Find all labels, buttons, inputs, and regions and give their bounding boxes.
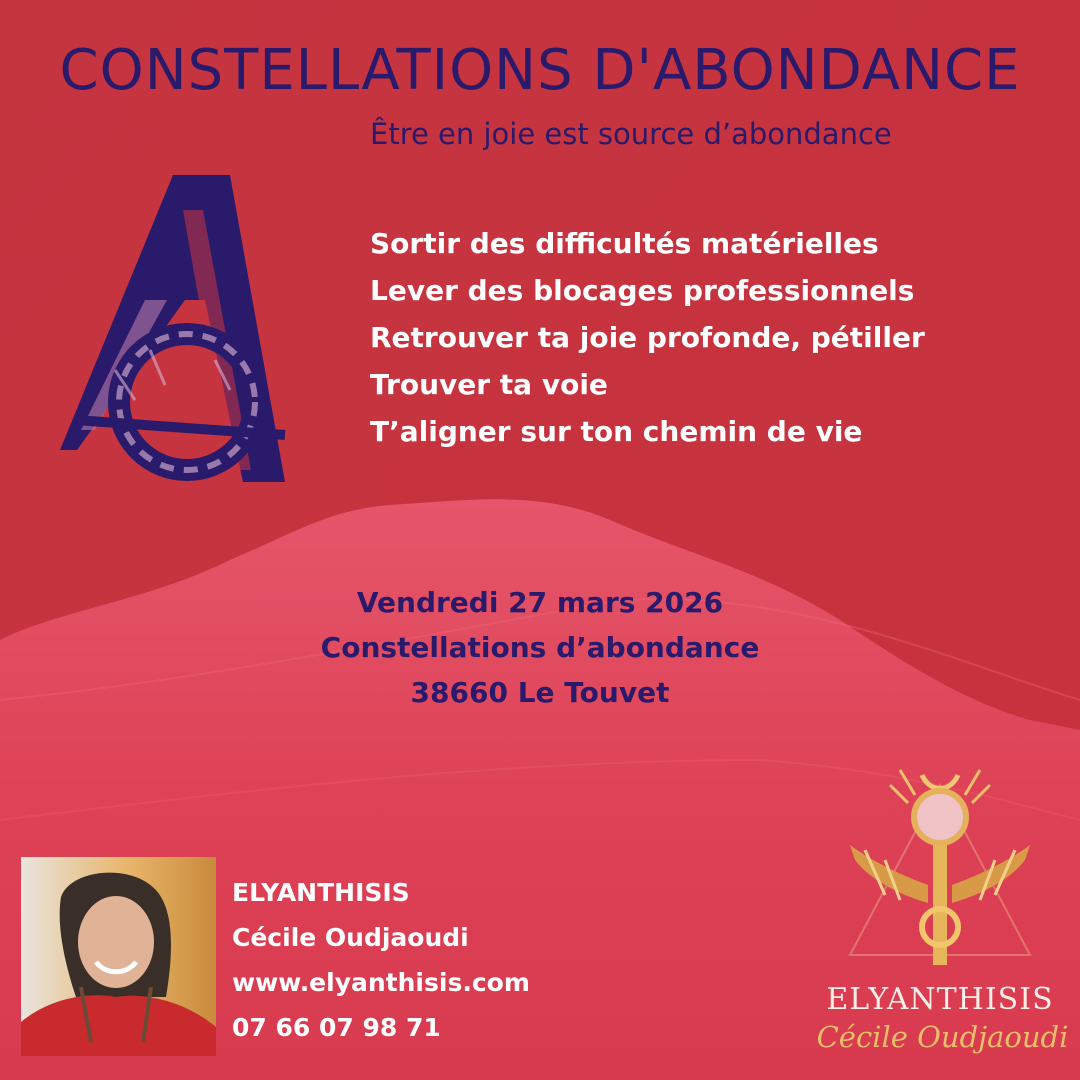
contact-brand: ELYANTHISIS: [232, 878, 410, 907]
contact-block: [232, 870, 530, 1050]
winged-key-emblem-icon: [830, 755, 1050, 985]
benefit-item: Retrouver ta joie profonde, pétiller: [370, 321, 925, 354]
event-date: Vendredi 27 mars 2026: [356, 586, 724, 619]
page-subtitle: Être en joie est source d’abondance: [370, 117, 892, 151]
constellation-logo-icon: [55, 170, 290, 490]
benefit-item: Trouver ta voie: [370, 368, 608, 401]
portrait-photo: [21, 857, 216, 1056]
event-name: Constellations d’abondance: [320, 631, 760, 664]
page-title: CONSTELLATIONS D'ABONDANCE: [59, 38, 1021, 103]
benefit-item: T’aligner sur ton chemin de vie: [370, 415, 863, 448]
contact-phone[interactable]: 07 66 07 98 71: [232, 1013, 441, 1042]
contact-person: Cécile Oudjaoudi: [232, 923, 469, 952]
brand-logo-name: ELYANTHISIS: [826, 982, 1054, 1017]
contact-website[interactable]: www.elyanthisis.com: [232, 968, 530, 997]
event-location: 38660 Le Touvet: [410, 676, 670, 709]
event-details: [0, 580, 1080, 715]
brand-logo-signature: Cécile Oudjaoudi: [816, 1020, 1069, 1054]
benefit-item: Lever des blocages professionnels: [370, 274, 915, 307]
benefit-item: Sortir des difficultés matérielles: [370, 227, 879, 260]
benefits-list: [370, 220, 925, 455]
